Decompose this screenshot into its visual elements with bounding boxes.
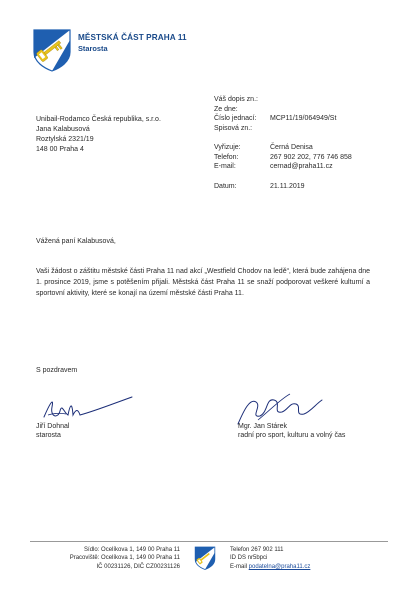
ref-label-vas-dopis: Váš dopis zn.: bbox=[214, 96, 258, 103]
letter-body: Vaši žádost o záštitu městské části Praha 11 nad akcí „Westfield Chodov na ledě“, která bude zahájena dne 1. prosince 2019, jsme s potěšením přijali. Městská část Praha 11 se snaží podporovat veškeré kulturní a sportovní aktivity, které se konají na území městské části Praha 11. bbox=[36, 268, 370, 297]
footer-email-line bbox=[230, 563, 310, 571]
footer-telefon: Telefon 267 902 111 bbox=[230, 547, 284, 553]
footer-sidlo: Sídlo: Ocelíkova 1, 149 00 Praha 11 bbox=[84, 547, 180, 553]
ref-label-email: E-mail: bbox=[214, 163, 236, 170]
footer-ds: ID DS nr5bpci bbox=[230, 555, 268, 562]
signatory-name-1: Jiří Dohnal bbox=[36, 423, 70, 430]
footer-email-link[interactable]: podatelna@praha11.cz bbox=[248, 563, 311, 570]
ref-value-vyrizuje: Černá Denisa bbox=[270, 144, 313, 151]
signatory-title-2: radní pro sport, kulturu a volný čas bbox=[238, 432, 346, 439]
ref-value-telefon: 267 902 202, 776 746 858 bbox=[270, 153, 352, 161]
ref-label-ze-dne: Ze dne: bbox=[214, 105, 238, 113]
ref-value-datum: 21.11.2019 bbox=[270, 182, 305, 190]
signatory-name-2: Mgr. Jan Stárek bbox=[238, 423, 288, 430]
closing: S pozdravem bbox=[36, 367, 78, 374]
ref-label-cislo: Číslo jednací: bbox=[214, 115, 257, 122]
footer-pracoviste: Pracoviště: Ocelíkova 1, 149 00 Praha 11 bbox=[69, 555, 180, 562]
footer-divider bbox=[30, 541, 388, 542]
ref-label-datum: Datum: bbox=[214, 182, 237, 190]
ref-value-cislo: MCP11/19/064949/St bbox=[270, 115, 337, 122]
footer-contact bbox=[230, 546, 310, 571]
ref-value-email: cernad@praha11.cz bbox=[270, 163, 333, 170]
org-name: MĚSTSKÁ ČÁST PRAHA 11 bbox=[78, 33, 187, 42]
footer-email-prefix: E-mail bbox=[230, 563, 249, 570]
footer-address bbox=[30, 546, 180, 571]
ref-label-spisova: Spisová zn.: bbox=[214, 124, 253, 132]
salutation: Vážená paní Kalabusová, bbox=[36, 238, 116, 245]
coat-of-arms-logo bbox=[32, 28, 72, 72]
recipient-street: Roztylská 2321/19 bbox=[36, 136, 94, 143]
recipient-person: Jana Kalabusová bbox=[36, 126, 90, 133]
ref-label-vyrizuje: Vyřizuje: bbox=[214, 144, 241, 151]
org-role: Starosta bbox=[78, 44, 108, 53]
ref-label-telefon: Telefon: bbox=[214, 153, 239, 161]
recipient-city: 148 00 Praha 4 bbox=[36, 146, 84, 153]
footer-coat-of-arms-logo bbox=[194, 546, 216, 570]
footer-ic-dic: IČ 00231126, DIČ CZ00231126 bbox=[96, 563, 180, 570]
signature-dohnal bbox=[40, 393, 135, 425]
signatory-title-1: starosta bbox=[36, 432, 61, 439]
recipient-company: Unibail-Rodamco Česká republika, s.r.o. bbox=[36, 116, 161, 123]
signature-starek bbox=[236, 390, 326, 426]
recipient-address bbox=[36, 115, 161, 155]
